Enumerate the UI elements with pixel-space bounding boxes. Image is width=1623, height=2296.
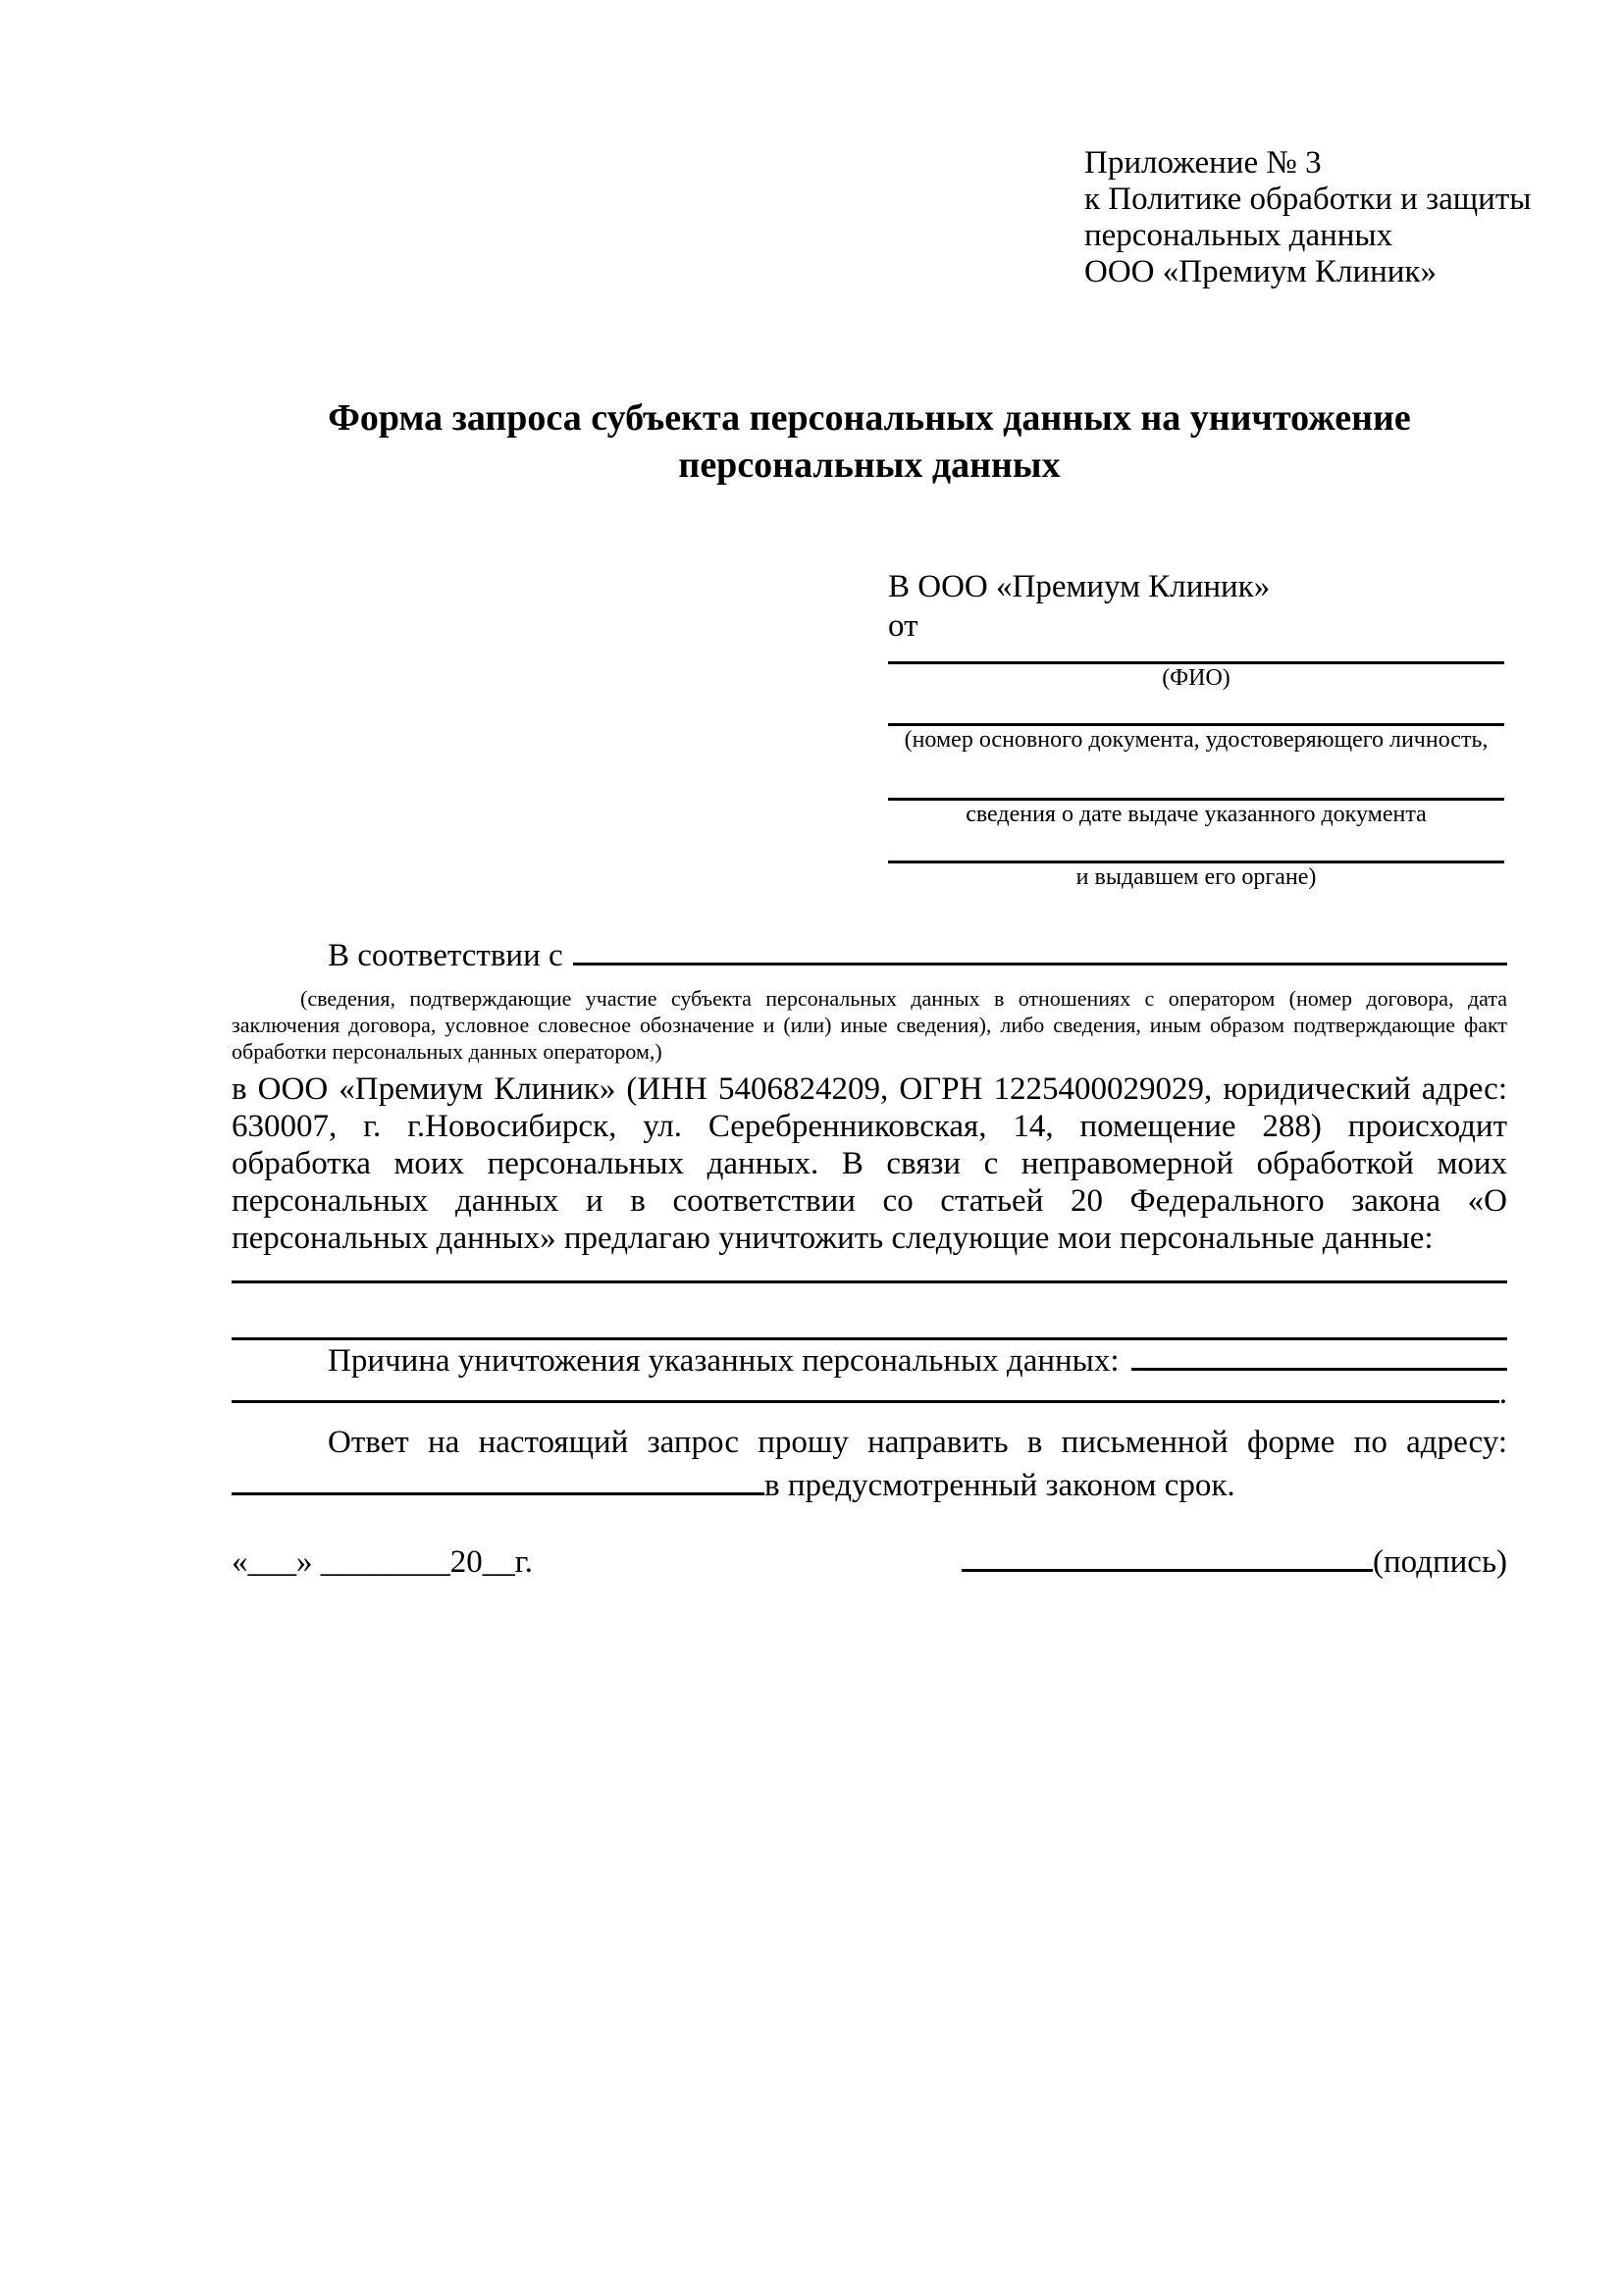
main-paragraph-line: обработка моих персональных данных. В связи с неправомерной обработкой моих xyxy=(232,1146,1507,1181)
fine-print-line: заключения договора, условное словесное обозначение и (или) иные сведения), либо сведения, иным образом подтверждающие факт xyxy=(232,1013,1507,1037)
appendix-note-line: ООО «Премиум Клиник» xyxy=(1084,254,1437,289)
appendix-note xyxy=(1084,145,1531,290)
reason-blank-line xyxy=(1131,1368,1507,1371)
appendix-note-line: Приложение № 3 xyxy=(1084,145,1322,181)
main-paragraph xyxy=(232,1070,1507,1257)
fine-print-note xyxy=(232,985,1507,1065)
addressee-to: В ООО «Премиум Клиник» xyxy=(888,569,1271,604)
signature-caption: (подпись) xyxy=(1373,1544,1507,1580)
addressee-block xyxy=(888,567,1504,891)
main-paragraph-line: 630007, г. г.Новосибирск, ул. Серебренниковская, 14, помещение 288) происходит xyxy=(232,1109,1507,1144)
page-title xyxy=(232,394,1507,489)
signature-blank-line xyxy=(962,1569,1373,1572)
fio-caption: (ФИО) xyxy=(1162,665,1230,691)
accordance-line xyxy=(232,934,1507,977)
main-paragraph-line: персональных данных и в соответствии со статьей 20 Федерального закона «О xyxy=(232,1183,1507,1219)
data-blank-line-1 xyxy=(232,1280,1507,1283)
fine-print-line: обработки персональных данных оператором,) xyxy=(232,1039,662,1064)
issue-org-caption: и выдавшем его органе) xyxy=(1075,864,1317,890)
page-title-line: Форма запроса субъекта персональных данных на уничтожение xyxy=(328,397,1411,439)
accordance-blank-line xyxy=(573,963,1507,965)
doc-number-caption: (номер основного документа, удостоверяющего личность, xyxy=(904,727,1489,753)
accordance-prefix: В соответствии с xyxy=(328,938,563,973)
fine-print-line: (сведения, подтверждающие участие субъекта персональных данных в отношениях с оператором (номер договора, дата xyxy=(300,986,1507,1011)
response-tail: в предусмотренный законом срок. xyxy=(764,1468,1235,1503)
reason-blank-line-2 xyxy=(232,1400,1499,1403)
date-blank: «___» ________20__г. xyxy=(232,1544,533,1580)
reason-continuation-line xyxy=(232,1376,1507,1411)
line-terminator: . xyxy=(1498,1376,1507,1411)
address-blank-line xyxy=(232,1492,764,1495)
appendix-note-line: к Политике обработки и защиты xyxy=(1084,182,1532,217)
main-paragraph-line: персональных данных» предлагаю уничтожить следующие мои персональные данные: xyxy=(232,1221,1434,1256)
issue-date-caption: сведения о дате выдаче указанного документа xyxy=(966,802,1427,827)
signature-area xyxy=(962,1542,1507,1582)
addressee-from-label: от xyxy=(888,608,918,644)
reason-label: Причина уничтожения указанных персональных данных: xyxy=(328,1343,1120,1379)
main-paragraph-line: в ООО «Премиум Клиник» (ИНН 5406824209, ОГРН 1225400029029, юридический адрес: xyxy=(232,1071,1507,1107)
response-request-line: Ответ на настоящий запрос прошу направить в письменной форме по адресу: xyxy=(328,1425,1507,1460)
main-text-block xyxy=(232,934,1507,1582)
date-signature-row xyxy=(232,1542,1507,1582)
page-title-line: персональных данных xyxy=(678,444,1061,486)
appendix-note-line: персональных данных xyxy=(1084,218,1393,253)
response-address-line xyxy=(232,1466,1507,1505)
data-blank-line-2 xyxy=(232,1337,1507,1340)
reason-line xyxy=(232,1342,1507,1380)
